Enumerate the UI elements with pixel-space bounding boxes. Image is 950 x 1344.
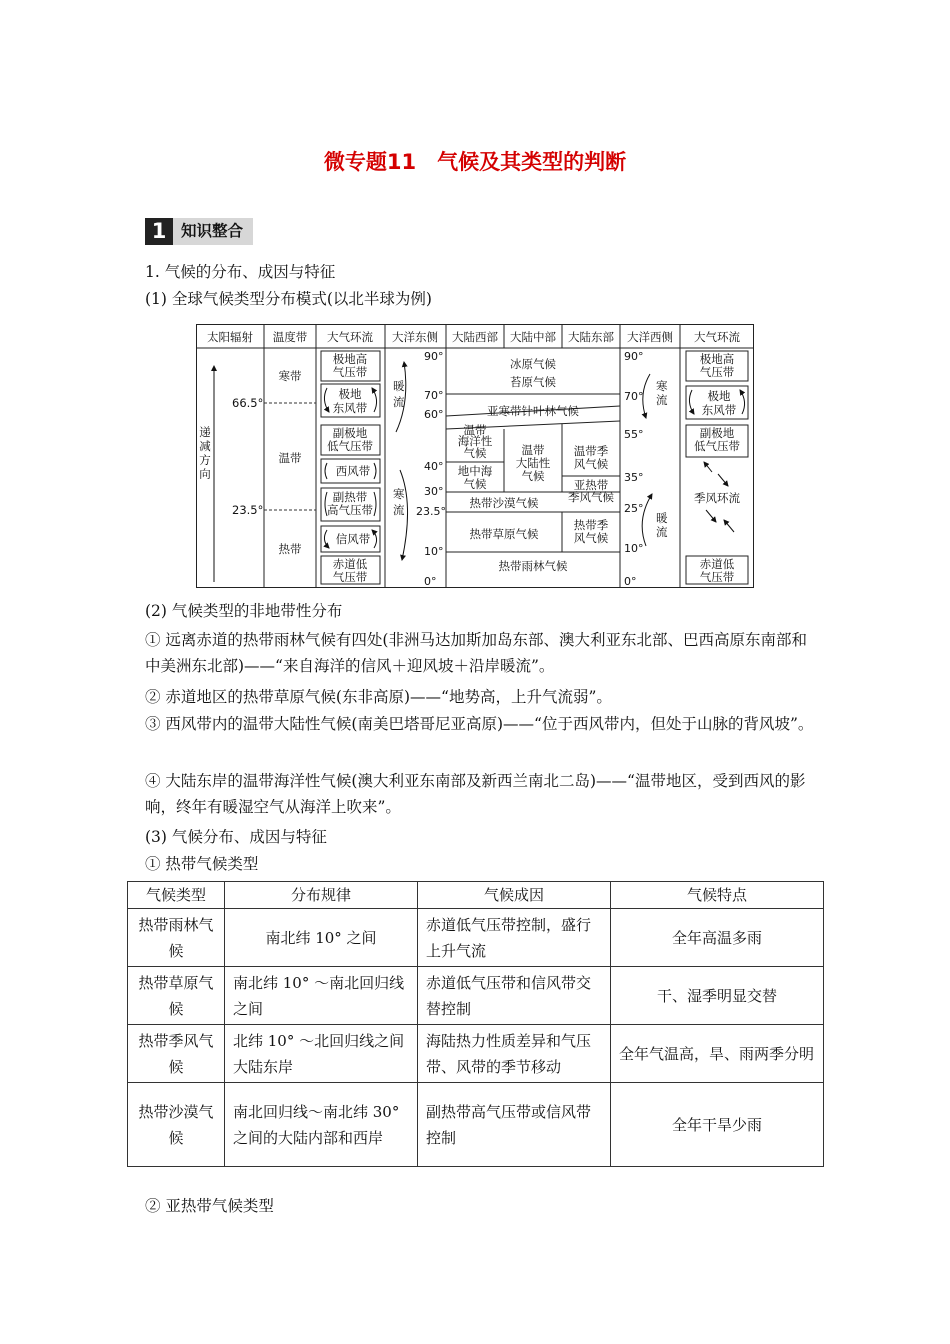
svg-text:赤道低: 赤道低 — [332, 557, 368, 571]
table-header-row — [128, 882, 824, 909]
svg-text:地中海: 地中海 — [457, 464, 493, 478]
svg-text:气压带: 气压带 — [699, 365, 735, 379]
svg-text:暖: 暖 — [656, 511, 668, 525]
tropical-climate-table — [127, 881, 824, 1167]
azonal-item-3: ③ 西风带内的温带大陆性气候(南美巴塔哥尼亚高原)——“位于西风带内，但处于山脉的背风坡”。 — [145, 715, 814, 733]
radiation-label-3: 方 — [199, 453, 211, 467]
table-row: 热带沙漠气候 南北回归线～南北纬 30° 之间的大陆内部和西岸 副热带高气压带或信风带控制 全年干旱少雨 — [128, 1083, 824, 1167]
svg-text:10°: 10° — [624, 542, 644, 555]
svg-text:70°: 70° — [624, 390, 644, 403]
col-header-type: 气候类型 — [128, 882, 225, 909]
page-title: 微专题11 气候及其类型的判断 — [323, 150, 627, 174]
svg-text:热带季: 热带季 — [573, 518, 609, 532]
svg-text:极地高: 极地高 — [699, 352, 735, 366]
table-row: 热带季风气候 北纬 10° ～北回归线之间大陆东岸 海陆热力性质差异和气压带、风带的季节移动 全年气温高，旱、雨两季分明 — [128, 1025, 824, 1083]
section-banner — [145, 218, 253, 245]
sub-subtropical-types: ② 亚热带气候类型 — [145, 1197, 274, 1215]
svg-text:流: 流 — [393, 503, 405, 517]
svg-text:温带季: 温带季 — [573, 444, 609, 458]
climate-desert: 热带沙漠气候 — [469, 496, 539, 510]
header-ocean-east: 大洋东侧 — [392, 330, 438, 344]
svg-text:气压带: 气压带 — [699, 570, 735, 584]
svg-text:大陆性: 大陆性 — [515, 456, 551, 470]
svg-text:温带: 温带 — [521, 443, 545, 457]
svg-text:极地高: 极地高 — [332, 352, 368, 366]
svg-text:风气候: 风气候 — [573, 457, 609, 471]
svg-text:70°: 70° — [424, 389, 444, 402]
zone-cold: 寒带 — [278, 369, 302, 383]
svg-text:0°: 0° — [424, 575, 437, 588]
svg-text:极地: 极地 — [338, 387, 362, 401]
svg-text:气候: 气候 — [521, 469, 545, 483]
azonal-item-4: ④ 大陆东岸的温带海洋性气候(澳大利亚东南部及新西兰南北二岛)——“温带地区，受到西风的影响，终年有暖湿空气从海洋上吹来”。 — [145, 772, 806, 816]
table-row: 热带草原气候 南北纬 10° ～南北回归线之间 赤道低气压带和信风带交替控制 干、湿季明显交替 — [128, 967, 824, 1025]
svg-text:气压带: 气压带 — [332, 365, 368, 379]
climate-tundra: 苔原气候 — [510, 375, 556, 389]
svg-text:西风带: 西风带 — [335, 464, 371, 478]
col-header-cause: 气候成因 — [418, 882, 611, 909]
svg-text:55°: 55° — [624, 428, 644, 441]
svg-text:副极地: 副极地 — [699, 426, 735, 440]
radiation-label-2: 减 — [199, 439, 211, 453]
heading-climate-distribution: 1. 气候的分布、成因与特征 — [145, 263, 336, 281]
header-ocean-west: 大洋西侧 — [627, 330, 673, 344]
svg-text:寒: 寒 — [656, 379, 668, 393]
svg-text:寒: 寒 — [393, 487, 405, 501]
sub-tropical-types: ① 热带气候类型 — [145, 855, 259, 873]
svg-text:23.5°: 23.5° — [416, 505, 446, 518]
svg-text:副极地: 副极地 — [332, 426, 368, 440]
climate-subarctic: 亚寒带针叶林气候 — [487, 404, 579, 418]
climate-ice-cap: 冰原气候 — [510, 357, 556, 371]
table-row: 热带雨林气候 南北纬 10° 之间 赤道低气压带控制，盛行上升气流 全年高温多雨 — [128, 909, 824, 967]
header-circulation-right: 大气环流 — [694, 330, 740, 344]
svg-text:暖: 暖 — [393, 379, 405, 393]
azonal-item-1: ① 远离赤道的热带雨林气候有四处(非洲马达加斯加岛东部、澳大利亚东北部、巴西高原东南部和中美洲东北部)——“来自海洋的信风＋迎风坡＋沿岸暖流”。 — [145, 631, 807, 675]
svg-text:海洋性: 海洋性 — [457, 434, 493, 448]
section-number: 1 — [145, 218, 173, 245]
svg-text:流: 流 — [656, 393, 668, 407]
section-label: 知识整合 — [173, 218, 253, 245]
svg-text:信风带: 信风带 — [335, 532, 371, 546]
azonal-item-2: ② 赤道地区的热带草原气候(东非高原)——“地势高，上升气流弱”。 — [145, 688, 612, 706]
svg-text:东风带: 东风带 — [701, 403, 737, 417]
header-continent-center: 大陆中部 — [510, 330, 556, 344]
svg-text:温带: 温带 — [463, 423, 487, 437]
svg-text:气候: 气候 — [463, 477, 487, 491]
header-continent-west: 大陆西部 — [452, 330, 498, 344]
svg-text:35°: 35° — [624, 471, 644, 484]
zone-temperate: 温带 — [278, 451, 302, 465]
svg-text:90°: 90° — [424, 350, 444, 363]
header-circulation-left: 大气环流 — [327, 330, 373, 344]
svg-text:流: 流 — [393, 395, 405, 409]
lat-66-5: 66.5° — [232, 396, 264, 410]
svg-text:低气压带: 低气压带 — [327, 439, 373, 453]
lat-23-5: 23.5° — [232, 503, 264, 517]
climate-distribution-diagram — [196, 324, 754, 588]
svg-text:亚热带: 亚热带 — [573, 478, 609, 492]
radiation-label-4: 向 — [199, 467, 211, 481]
climate-rainforest: 热带雨林气候 — [498, 559, 568, 573]
svg-text:季风气候: 季风气候 — [568, 490, 614, 504]
svg-text:30°: 30° — [424, 485, 444, 498]
svg-text:流: 流 — [656, 525, 668, 539]
heading-features: (3) 气候分布、成因与特征 — [145, 828, 327, 846]
svg-text:极地: 极地 — [707, 389, 731, 403]
svg-text:高气压带: 高气压带 — [327, 503, 373, 517]
monsoon-circulation: 季风环流 — [694, 491, 740, 505]
radiation-label-1: 递 — [199, 425, 211, 439]
header-radiation: 太阳辐射 — [207, 330, 253, 344]
svg-text:副热带: 副热带 — [332, 490, 368, 504]
svg-text:40°: 40° — [424, 460, 444, 473]
svg-text:赤道低: 赤道低 — [699, 557, 735, 571]
header-temp-zone: 温度带 — [272, 330, 308, 344]
svg-text:气候: 气候 — [463, 446, 487, 460]
svg-text:90°: 90° — [624, 350, 644, 363]
svg-text:气压带: 气压带 — [332, 570, 368, 584]
svg-text:25°: 25° — [624, 502, 644, 515]
svg-text:东风带: 东风带 — [332, 401, 368, 415]
zone-tropical: 热带 — [278, 542, 302, 556]
heading-azonal: (2) 气候类型的非地带性分布 — [145, 602, 343, 620]
svg-text:风气候: 风气候 — [573, 531, 609, 545]
svg-text:0°: 0° — [624, 575, 637, 588]
heading-global-pattern: (1) 全球气候类型分布模式(以北半球为例) — [145, 290, 432, 308]
svg-text:低气压带: 低气压带 — [694, 439, 740, 453]
col-header-feature: 气候特点 — [611, 882, 824, 909]
svg-text:10°: 10° — [424, 545, 444, 558]
svg-text:60°: 60° — [424, 408, 444, 421]
climate-savanna: 热带草原气候 — [469, 527, 539, 541]
header-continent-east: 大陆东部 — [568, 330, 614, 344]
col-header-distribution: 分布规律 — [225, 882, 418, 909]
